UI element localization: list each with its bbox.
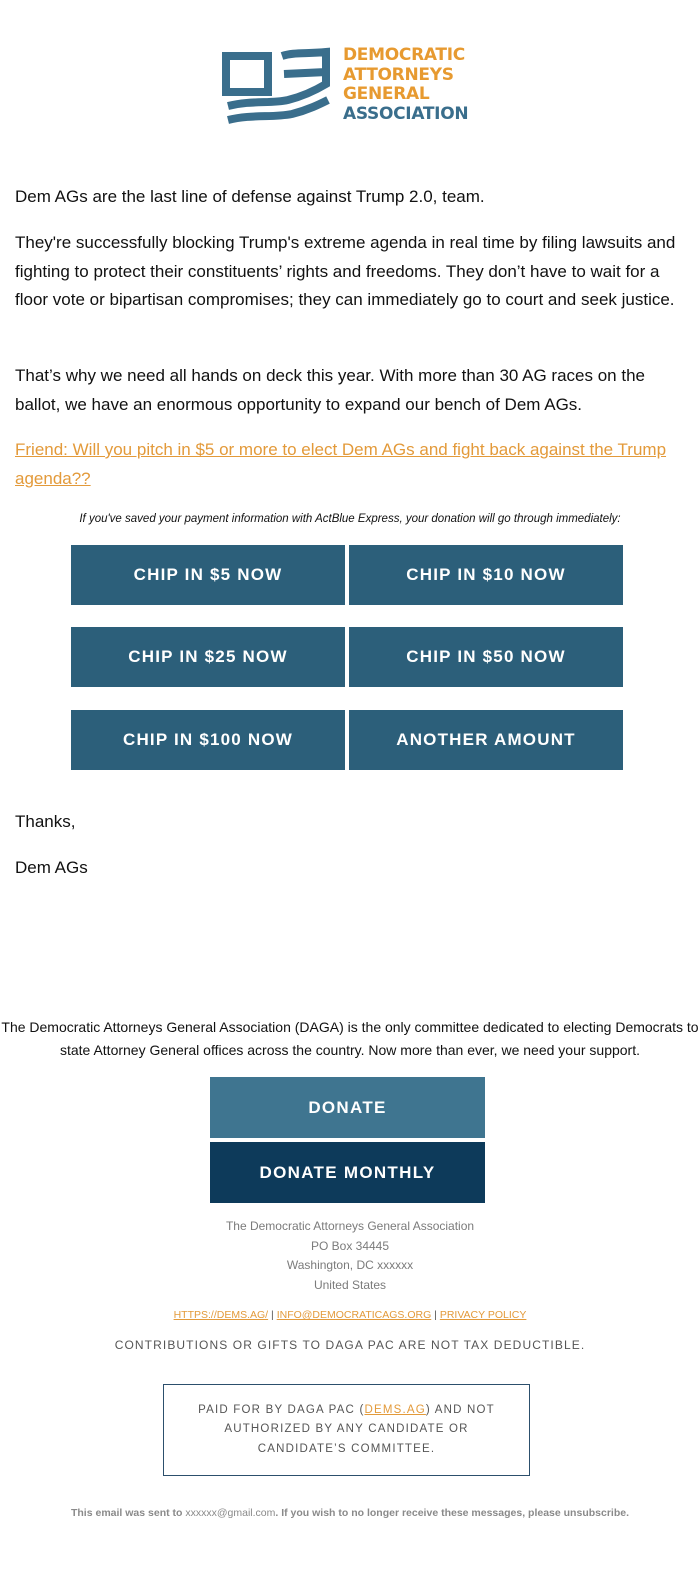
chip-in-25-button[interactable]: CHIP IN $25 NOW bbox=[71, 627, 345, 687]
link-separator: | bbox=[434, 1309, 437, 1321]
body-paragraph-3: That’s why we need all hands on deck this year. With more than 30 AG races on the ballot, we have an enormous opportunity to expand our bench of Dem AGs. bbox=[15, 366, 645, 414]
signoff-thanks: Thanks, bbox=[15, 812, 76, 831]
daga-logo-mark-icon bbox=[222, 44, 334, 128]
intro-paragraph: Dem AGs are the last line of defense against Trump 2.0, team. bbox=[15, 187, 485, 206]
address-org: The Democratic Attorneys General Association bbox=[225, 1219, 475, 1233]
address-box: PO Box 34445 bbox=[310, 1238, 390, 1253]
logo-line-3: GENERAL bbox=[343, 84, 430, 104]
paid-for-link[interactable]: DEMS.AG bbox=[364, 1403, 426, 1416]
logo-line-2: ATTORNEYS bbox=[343, 64, 454, 85]
donate-cta-link[interactable]: Friend: Will you pitch in $5 or more to elect Dem AGs and fight back against the Trump agenda?? bbox=[15, 440, 667, 488]
address-country: United States bbox=[313, 1277, 387, 1292]
recipient-email: xxxxxx@gmail.com bbox=[185, 1507, 276, 1519]
address-city: Washington, DC xxxxxx bbox=[286, 1258, 414, 1272]
unsub-suffix[interactable]: . If you wish to no longer receive these messages, please unsubscribe. bbox=[275, 1507, 629, 1519]
daga-logo-wordmark bbox=[343, 46, 468, 124]
paid-for-disclaimer bbox=[163, 1384, 530, 1476]
unsubscribe-notice bbox=[0, 1507, 700, 1519]
paid-for-prefix: PAID FOR BY DAGA PAC ( bbox=[198, 1403, 365, 1416]
donate-button[interactable]: DONATE bbox=[210, 1077, 485, 1138]
tax-disclaimer: CONTRIBUTIONS OR GIFTS TO DAGA PAC ARE NOT TAX DEDUCTIBLE. bbox=[114, 1338, 586, 1352]
website-link[interactable]: HTTPS://DEMS.AG/ bbox=[173, 1309, 269, 1321]
chip-in-5-button[interactable]: CHIP IN $5 NOW bbox=[71, 545, 345, 605]
chip-in-50-button[interactable]: CHIP IN $50 NOW bbox=[349, 627, 623, 687]
cta-paragraph bbox=[15, 436, 685, 493]
actblue-note: If you've saved your payment information with ActBlue Express, your donation will go through immediately: bbox=[79, 513, 621, 525]
chip-in-100-button[interactable]: CHIP IN $100 NOW bbox=[71, 710, 345, 770]
logo-line-1: DEMOCRATIC bbox=[343, 45, 465, 65]
privacy-policy-link[interactable]: PRIVACY POLICY bbox=[439, 1309, 527, 1321]
paid-for-suffix: ) AND NOT AUTHORIZED BY ANY CANDIDATE OR CANDIDATE’S COMMITTEE. bbox=[224, 1403, 495, 1455]
signoff-signature: Dem AGs bbox=[15, 858, 88, 877]
donate-monthly-button[interactable]: DONATE MONTHLY bbox=[210, 1142, 485, 1203]
footer-links bbox=[0, 1309, 700, 1321]
daga-logo[interactable] bbox=[222, 44, 482, 128]
logo-line-4: ASSOCIATION bbox=[343, 103, 469, 124]
body-paragraph-2: They're successfully blocking Trump's extreme agenda in real time by filing lawsuits and fighting to protect their constituents’ rights and freedoms. They don’t have to wait for a floor vote or bipartisan compromises; they can immediately go to court and seek justice. bbox=[15, 233, 676, 309]
another-amount-button[interactable]: ANOTHER AMOUNT bbox=[349, 710, 623, 770]
unsub-prefix: This email was sent to bbox=[70, 1507, 183, 1519]
email-link[interactable]: INFO@DEMOCRATICAGS.ORG bbox=[276, 1309, 432, 1321]
link-separator: | bbox=[271, 1309, 274, 1321]
mailing-address bbox=[0, 1217, 700, 1295]
footer-description: The Democratic Attorneys General Association (DAGA) is the only committee dedicated to electing Democrats to state Attorney General offices across the country. Now more than ever, we need your support. bbox=[1, 1019, 699, 1058]
chip-in-10-button[interactable]: CHIP IN $10 NOW bbox=[349, 545, 623, 605]
